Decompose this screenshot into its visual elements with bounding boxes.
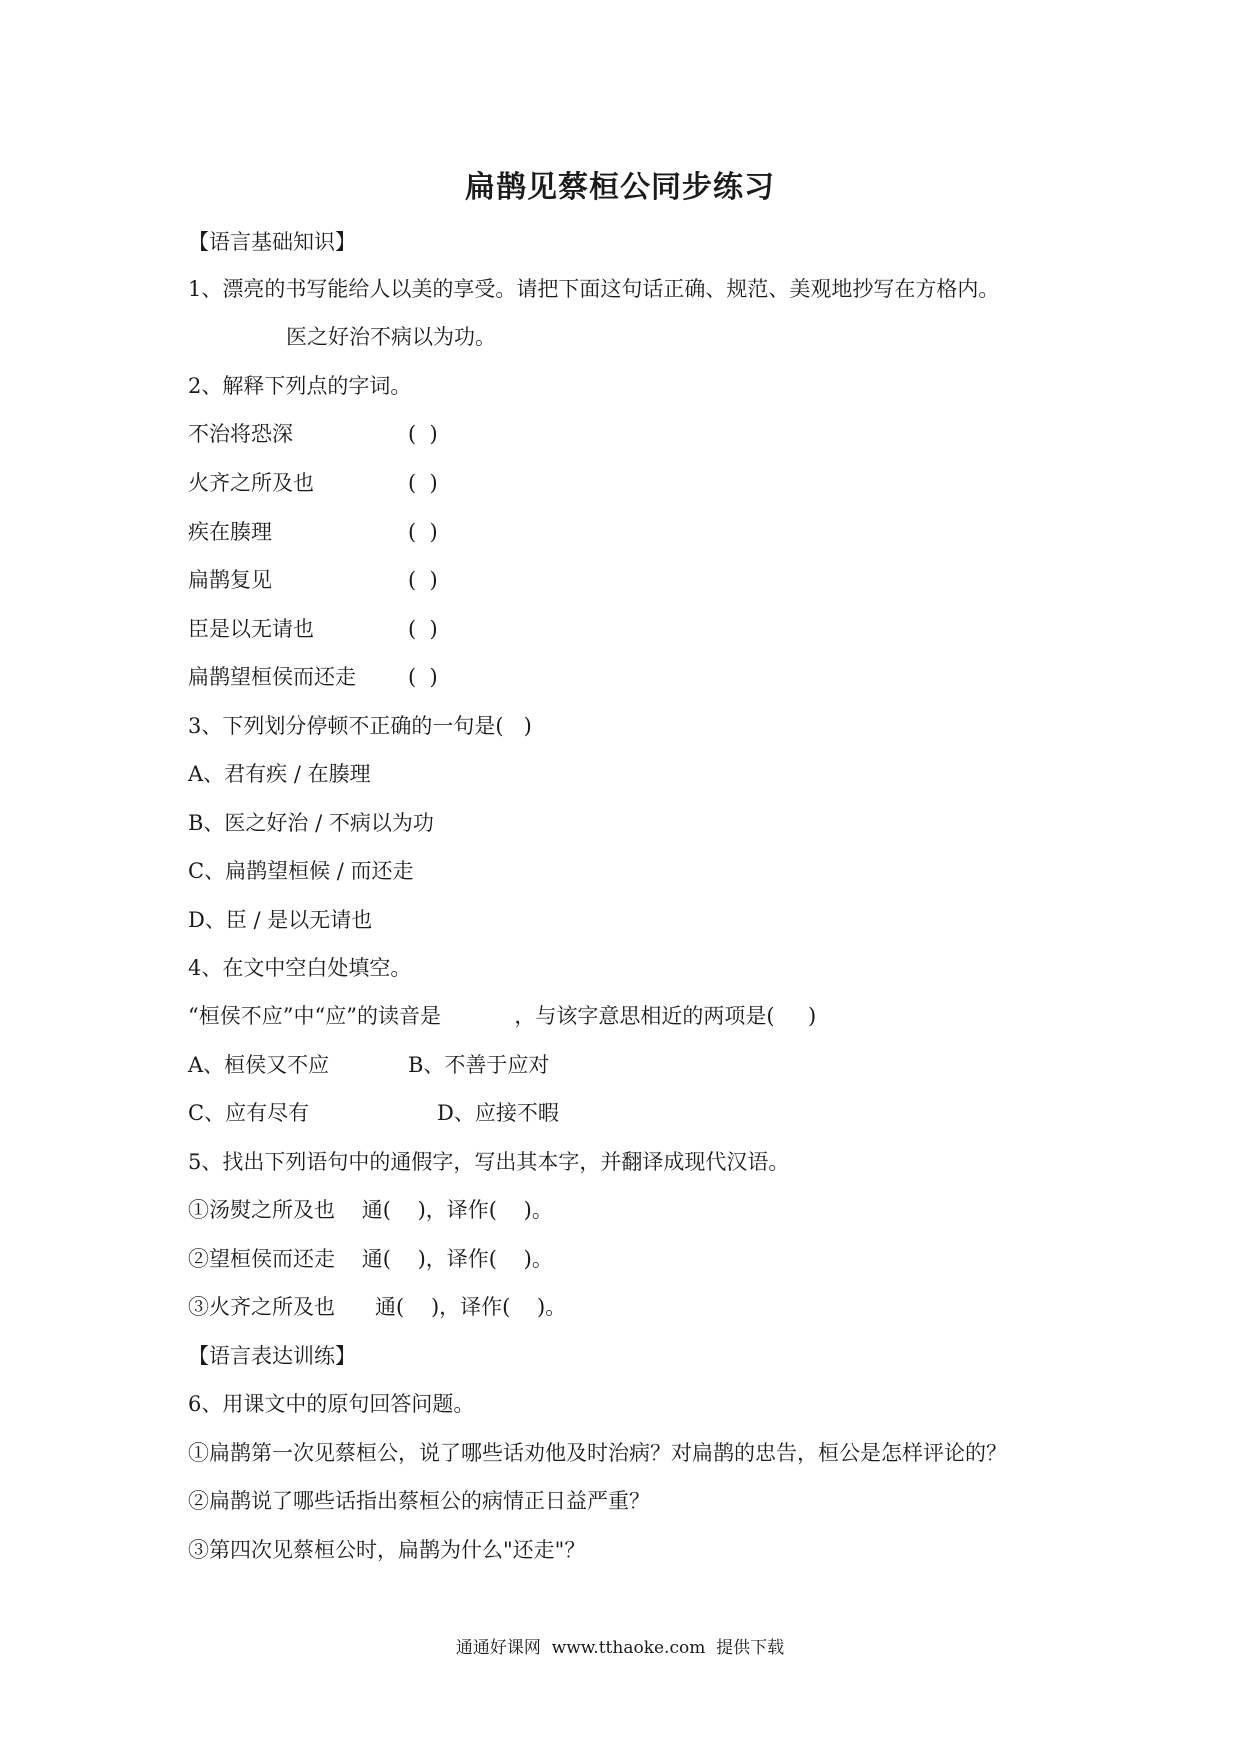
q2-term: 疾在腠理 <box>188 520 272 544</box>
q2-answer-blank: ( ) <box>408 617 438 641</box>
q5-item: ③火齐之所及也 通( )，译作( )。 <box>188 1295 567 1319</box>
q3-option-a: A、君有疾 / 在腠理 <box>188 762 371 786</box>
q2-answer-blank: ( ) <box>408 665 438 689</box>
q4-option-b: B、不善于应对 <box>408 1053 550 1077</box>
q2-term: 火齐之所及也 <box>188 471 314 495</box>
question-2: 2、解释下列点的字词。 <box>188 374 412 398</box>
q4-option-c: C、应有尽有 <box>188 1101 310 1125</box>
q2-answer-blank: ( ) <box>408 568 438 592</box>
question-4-line: “桓侯不应”中“应”的读音是 ，与该字意思相近的两项是( ) <box>188 1004 817 1028</box>
q2-answer-blank: ( ) <box>408 471 438 495</box>
q2-term: 不治将恐深 <box>188 422 293 446</box>
q2-answer-blank: ( ) <box>408 520 438 544</box>
q5-item: ①汤熨之所及也 通( )，译作( )。 <box>188 1198 553 1222</box>
question-6: 6、用课文中的原句回答问题。 <box>188 1392 475 1416</box>
q6-item: ③第四次见蔡桓公时，扁鹊为什么"还走"？ <box>188 1538 586 1562</box>
q2-term: 扁鹊望桓侯而还走 <box>188 665 356 689</box>
question-4: 4、在文中空白处填空。 <box>188 956 412 980</box>
q3-option-d: D、臣 / 是以无请也 <box>188 908 373 932</box>
q3-option-b: B、医之好治 / 不病以为功 <box>188 811 434 835</box>
q2-answer-blank: ( ) <box>408 422 438 446</box>
question-1: 1、漂亮的书写能给人以美的享受。请把下面这句话正确、规范、美观地抄写在方格内。 <box>188 277 1000 301</box>
q4-option-a: A、桓侯又不应 <box>188 1053 330 1077</box>
page-footer: 通通好课网 www.tthaoke.com 提供下载 <box>455 1638 785 1658</box>
section-heading-basics: 【语言基础知识】 <box>188 230 356 254</box>
page-title: 扁鹊见蔡桓公同步练习 <box>465 170 775 205</box>
q2-term: 臣是以无请也 <box>188 617 314 641</box>
q5-item: ②望桓侯而还走 通( )，译作( )。 <box>188 1247 553 1271</box>
q2-term: 扁鹊复见 <box>188 568 272 592</box>
question-1-sentence: 医之好治不病以为功。 <box>286 325 496 349</box>
question-5: 5、找出下列语句中的通假字，写出其本字，并翻译成现代汉语。 <box>188 1150 790 1174</box>
q3-option-c: C、扁鹊望桓候 / 而还走 <box>188 859 414 883</box>
q6-item: ②扁鹊说了哪些话指出蔡桓公的病情正日益严重？ <box>188 1489 650 1513</box>
q4-option-d: D、应接不暇 <box>437 1101 559 1125</box>
question-3: 3、下列划分停顿不正确的一句是( ) <box>188 714 532 738</box>
section-heading-expression: 【语言表达训练】 <box>188 1344 356 1368</box>
q6-item: ①扁鹊第一次见蔡桓公，说了哪些话劝他及时治病？对扁鹊的忠告，桓公是怎样评论的？ <box>188 1441 1007 1465</box>
